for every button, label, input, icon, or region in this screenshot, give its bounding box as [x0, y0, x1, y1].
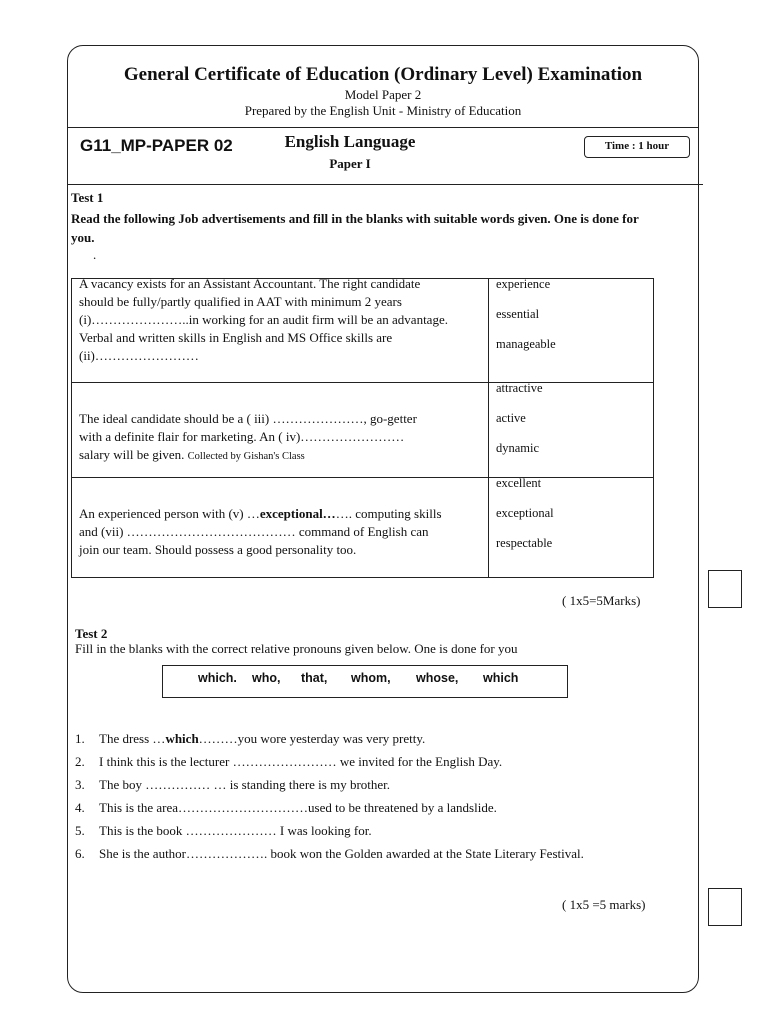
ad3-line: join our team. Should possess a good personality too. [79, 542, 357, 557]
ad1-line: Verbal and written skills in English and MS Office skills are [79, 330, 393, 345]
marks-box-test1 [708, 570, 742, 608]
question-6: She is the author………………. book won the Golden awarded at the State Literary Festival. [99, 846, 584, 861]
ad2-blank-iv: with a definite flair for marketing. An ( iv)…………………… [79, 429, 405, 444]
test1-instruction-line2: you. [71, 230, 95, 245]
model-paper-label: Model Paper 2 [344, 87, 422, 102]
question-number: 1. [75, 731, 85, 746]
pronoun-option: who, [252, 671, 281, 685]
table-column-divider [488, 279, 489, 577]
ad1-option: experience [496, 277, 551, 291]
ad3-option: exceptional [496, 506, 554, 520]
ad3-text [79, 505, 442, 559]
ad1-blank-ii: (ii)…………………… [79, 348, 199, 363]
ad1-line: should be fully/partly qualified in AAT with minimum 2 years [79, 294, 402, 309]
prepared-by-label: Prepared by the English Unit - Ministry of Education [244, 103, 522, 118]
question-2: I think this is the lecturer …………………… we invited for the English Day. [99, 754, 503, 769]
pronoun-option: whose, [416, 671, 459, 685]
test1-instruction-line1: Read the following Job advertisements and fill in the blanks with suitable words given. One is done for [71, 211, 639, 226]
ad1-line: A vacancy exists for an Assistant Accountant. The right candidate [79, 276, 421, 291]
test2-instruction: Fill in the blanks with the correct relative pronouns given below. One is done for you [75, 641, 518, 656]
question-1: The dress …which………you wore yesterday was very pretty. [99, 731, 426, 746]
ad1-option: essential [496, 307, 540, 321]
time-badge: Time : 1 hour [584, 136, 690, 158]
test1-marks: ( 1x5=5Marks) [562, 593, 641, 608]
ad3-blank-v: An experienced person with (v) …exceptional……. computing skills [79, 506, 442, 521]
ad3-option: respectable [496, 536, 553, 550]
test1-heading: Test 1 [71, 190, 104, 205]
question-5: This is the book ………………… I was looking for. [99, 823, 372, 838]
paper-number: Paper I [329, 156, 371, 171]
ad3-sample-answer: exceptional… [259, 506, 336, 521]
ad1-text [79, 275, 448, 365]
test2-marks: ( 1x5 =5 marks) [562, 897, 646, 912]
ad1-blank-i: (i)…………………..in working for an audit firm will be an advantage. [79, 312, 448, 327]
ad3-option: excellent [496, 476, 542, 490]
ad2-option: active [496, 411, 526, 425]
pronoun-option: which. [198, 671, 237, 685]
question-4: This is the area…………………………used to be threatened by a landslide. [99, 800, 497, 815]
header-divider [67, 127, 699, 128]
ad2-line: salary will be given. [79, 447, 185, 462]
ad1-option: manageable [496, 337, 556, 351]
ad2-text [79, 410, 417, 466]
pronoun-option: that, [301, 671, 328, 685]
marks-box-test2 [708, 888, 742, 926]
question-number: 3. [75, 777, 85, 792]
subject-title: English Language [284, 132, 416, 151]
ad2-blank-iii: The ideal candidate should be a ( iii) …………………, go-getter [79, 411, 417, 426]
question-number: 2. [75, 754, 85, 769]
test2-heading: Test 2 [75, 626, 108, 641]
pronoun-option: which [483, 671, 519, 685]
source-note: Collected by Gishan's Class [187, 451, 305, 462]
question-3: The boy …………… … is standing there is my brother. [99, 777, 391, 792]
pronoun-box [162, 665, 568, 698]
table-row-divider [72, 477, 653, 478]
ad3-blank-vii: and (vii) ………………………………… command of English can [79, 524, 429, 539]
pronoun-option: whom, [351, 671, 391, 685]
exam-title: General Certificate of Education (Ordinary Level) Examination [123, 64, 643, 85]
question-number: 6. [75, 846, 85, 861]
header-divider-bottom [67, 184, 703, 185]
paper-code: G11_MP-PAPER 02 [80, 136, 233, 155]
job-ads-table [71, 278, 654, 578]
sample-answer: which [165, 731, 199, 746]
ad2-option: dynamic [496, 441, 540, 455]
question-number: 5. [75, 823, 85, 838]
ad2-option: attractive [496, 381, 543, 395]
table-row-divider [72, 382, 653, 383]
question-number: 4. [75, 800, 85, 815]
stray-dot: . [93, 247, 97, 262]
